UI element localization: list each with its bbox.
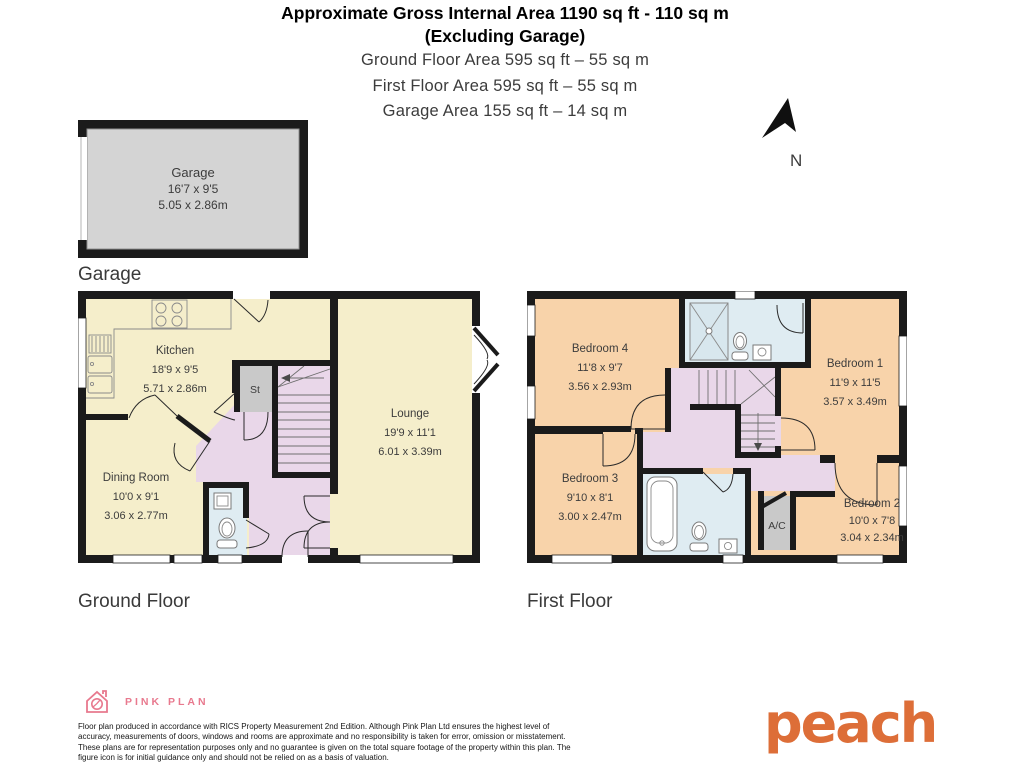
bedroom3-room — [558, 473, 622, 523]
wall — [679, 362, 811, 368]
wall — [203, 488, 209, 555]
window — [174, 555, 202, 563]
bedroom4-name: Bedroom 4 — [571, 343, 629, 355]
dining-dims-imperial: 10'0 x 9'1 — [112, 491, 160, 503]
page-title-line2: (Excluding Garage) — [424, 26, 586, 46]
kitchen-dims-imperial: 18'9 x 9'5 — [151, 364, 199, 376]
wall — [733, 468, 751, 474]
bedroom1-dims-metric: 3.57 x 3.49m — [823, 396, 887, 408]
garage-plan — [78, 120, 308, 263]
wall — [775, 362, 781, 416]
north-arrow-icon — [762, 98, 796, 138]
wall — [86, 414, 128, 420]
area-ground-floor: Ground Floor Area 595 sq ft – 55 sq m — [360, 51, 650, 69]
bedroom1-name: Bedroom 1 — [826, 358, 884, 370]
window — [735, 291, 755, 299]
bedroom1-dims-imperial: 11'9 x 11'5 — [829, 377, 881, 389]
wall — [535, 428, 603, 434]
front-door-opening — [282, 555, 308, 563]
kitchen-dims-metric: 5.71 x 2.86m — [143, 383, 207, 395]
bedroom1-room — [823, 358, 887, 408]
bedroom4-dims-metric: 3.56 x 2.93m — [568, 381, 632, 393]
first-floor-plan — [527, 291, 907, 576]
garage-caption: Garage — [78, 264, 142, 285]
bedroom3-name: Bedroom 3 — [561, 473, 619, 485]
wall — [272, 472, 338, 478]
wall — [78, 291, 480, 299]
wall — [232, 360, 330, 366]
bedroom3-dims-metric: 3.00 x 2.47m — [558, 511, 622, 523]
ground-floor-plan — [78, 291, 508, 576]
north-label: N — [790, 151, 803, 170]
pink-plan-house-icon — [83, 688, 111, 716]
garage-door-opening — [78, 137, 87, 240]
wall — [745, 474, 751, 555]
window — [527, 305, 535, 336]
bathtub-icon — [647, 477, 677, 551]
area-garage: Garage Area 155 sq ft – 14 sq m — [382, 102, 628, 120]
lounge-name: Lounge — [390, 408, 430, 420]
wall — [234, 366, 240, 412]
bedroom4-dims-imperial: 11'8 x 9'7 — [577, 362, 623, 374]
storage-label: St — [250, 384, 260, 396]
wall — [820, 455, 835, 463]
window — [899, 466, 907, 526]
basin-icon — [719, 539, 737, 553]
bedroom3-dims-imperial: 9'10 x 8'1 — [566, 492, 614, 504]
wall — [877, 455, 899, 463]
page-title-line1: Approximate Gross Internal Area 1190 sq ft - 110 sq m — [281, 3, 729, 23]
wall — [758, 491, 764, 550]
wall — [775, 446, 781, 458]
toilet-icon — [734, 333, 747, 350]
window — [360, 555, 453, 563]
wall — [243, 488, 249, 518]
window — [837, 555, 883, 563]
first-floor-caption: First Floor — [527, 591, 613, 612]
airing-cupboard-label: A/C — [768, 520, 786, 532]
wall — [637, 468, 703, 474]
dining-name: Dining Room — [102, 472, 170, 484]
ground-floor-caption: Ground Floor — [78, 591, 190, 612]
bedroom2-name: Bedroom 2 — [843, 498, 901, 510]
window — [527, 386, 535, 419]
window — [218, 555, 242, 563]
window — [78, 318, 86, 388]
wall — [790, 491, 796, 550]
garage-dims-imperial: 16'7 x 9'5 — [167, 182, 219, 196]
kitchen-name: Kitchen — [155, 345, 195, 357]
wall — [203, 482, 249, 488]
pink-plan-logo — [83, 688, 209, 716]
back-door-opening — [233, 291, 270, 299]
wall — [330, 299, 338, 494]
wall — [527, 291, 907, 299]
wall — [665, 368, 671, 432]
bedroom2-dims-imperial: 10'0 x 7'8 — [848, 515, 896, 527]
wall — [690, 404, 741, 410]
lounge-dims-imperial: 19'9 x 11'1 — [384, 427, 436, 439]
toilet-icon — [219, 518, 235, 538]
garage-room-name: Garage — [171, 165, 215, 180]
window — [723, 555, 743, 563]
wall — [735, 452, 777, 458]
garage-dims-metric: 5.05 x 2.86m — [158, 198, 228, 212]
basin-icon — [753, 345, 771, 360]
area-first-floor: First Floor Area 595 sq ft – 55 sq m — [372, 77, 638, 95]
window — [113, 555, 170, 563]
wall — [790, 491, 835, 497]
bedroom2-room — [840, 498, 904, 544]
wall — [805, 299, 811, 368]
bedroom2-dims-metric: 3.04 x 2.34m — [840, 532, 904, 544]
wall — [679, 299, 685, 368]
wall — [637, 434, 643, 555]
window — [899, 336, 907, 406]
pink-plan-label: PINK PLAN — [125, 696, 209, 708]
compass-north-icon — [752, 92, 822, 181]
wall — [272, 366, 278, 474]
window — [552, 555, 612, 563]
disclaimer-text: Floor plan produced in accordance with RICS Property Measurement 2nd Edition. Although Pink Plan Ltd ensures the highest level of accuracy, measurements of doors, windows and rooms are approximate and no responsibility is taken for error, omission or misstatement. These plans are for representation purposes only and no guarantee is given on the total square footage of the property within this plan. The figure icon is for initial guidance only and should not be relied on as a basis of valuation. — [78, 722, 571, 763]
lounge-dims-metric: 6.01 x 3.39m — [378, 446, 442, 458]
bedroom4-room — [568, 343, 632, 393]
wall — [735, 404, 741, 458]
dining-dims-metric: 3.06 x 2.77m — [104, 510, 168, 522]
peach-logo: peach — [764, 692, 937, 755]
